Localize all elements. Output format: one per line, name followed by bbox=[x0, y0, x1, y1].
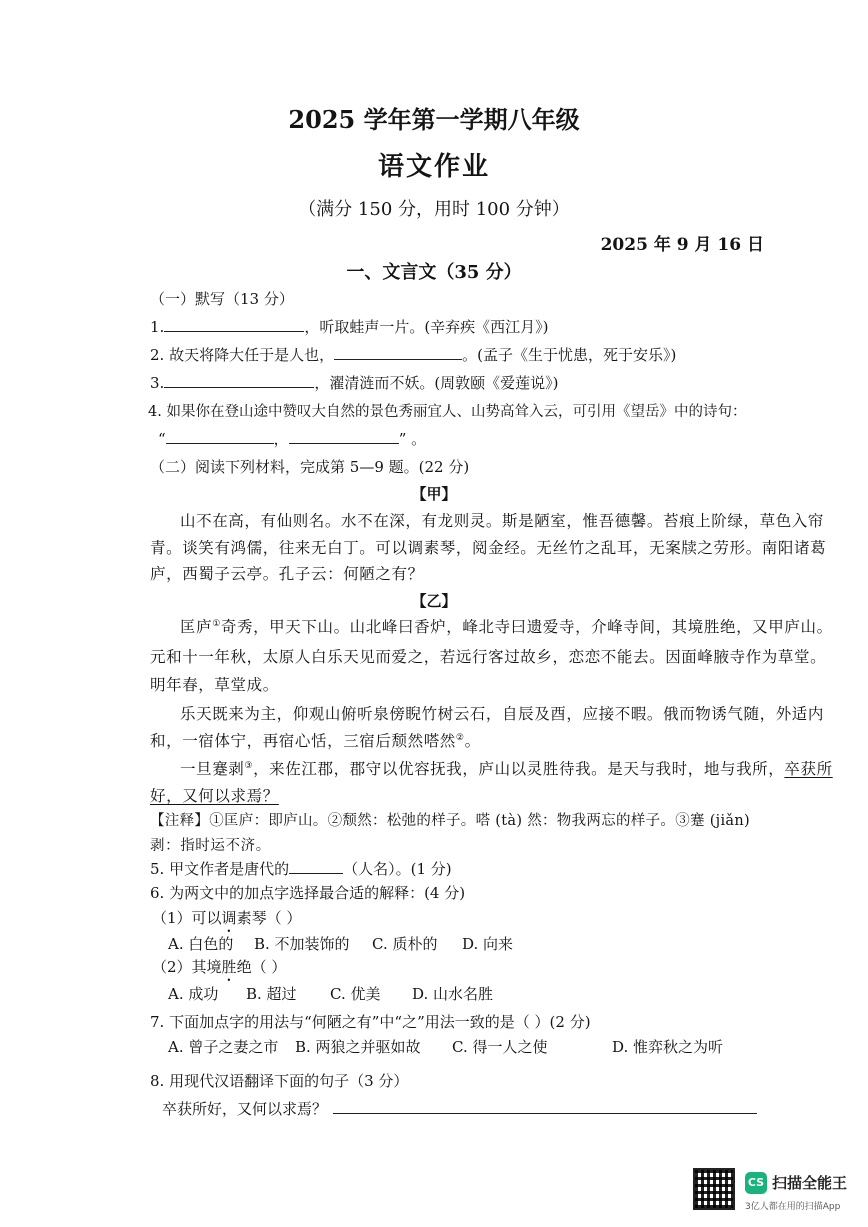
answer-blank[interactable] bbox=[289, 429, 399, 444]
answer-blank[interactable] bbox=[164, 317, 304, 332]
camscanner-logo-icon: CS bbox=[745, 1172, 767, 1194]
option-b[interactable]: B. 超过 bbox=[246, 985, 297, 1003]
passage-jia-line: 庐，西蜀子云亭。孔子云：何陋之有？ bbox=[150, 565, 424, 583]
question-8-sentence: 卒获所好，又何以求焉？ bbox=[162, 1098, 757, 1119]
option-a[interactable]: A. 成功 bbox=[168, 985, 219, 1003]
option-d[interactable]: D. 山水名胜 bbox=[412, 985, 494, 1003]
answer-blank[interactable] bbox=[164, 373, 314, 388]
option-c[interactable]: C. 优美 bbox=[330, 985, 381, 1003]
question-2: 2. 故天将降大任于是人也， 。(孟子《生于忧患，死于安乐》) bbox=[150, 346, 677, 364]
subject-title: 语文作业 bbox=[377, 152, 490, 182]
option-d[interactable]: D. 向来 bbox=[462, 935, 514, 953]
passage-jia-line: 青。谈笑有鸿儒，往来无白丁。可以调素琴，阅金经。无丝竹之乱耳，无案牍之劳形。南阳诸葛 bbox=[150, 539, 827, 557]
annotation-line: 剥：指时运不济。 bbox=[150, 838, 271, 854]
section-title: 一、文言文（35 分） bbox=[346, 262, 522, 283]
answer-line[interactable] bbox=[333, 1099, 757, 1114]
qr-code-icon bbox=[693, 1168, 735, 1210]
passage-yi-line: 和，一宿体宁，再宿心恬，三宿后颓然嗒然②。 bbox=[150, 732, 481, 750]
underlined-sentence: 卒获所 bbox=[784, 760, 833, 778]
part1-heading: （一）默写（13 分） bbox=[150, 290, 294, 308]
answer-blank[interactable] bbox=[166, 429, 274, 444]
option-a[interactable]: A. 曾子之妻之市 bbox=[168, 1038, 279, 1056]
question-7: 7. 下面加点字的用法与“何陋之有”中“之”用法一致的是（ ）(2 分) bbox=[150, 1013, 591, 1031]
answer-blank[interactable] bbox=[289, 859, 343, 874]
watermark-brand: 扫描全能王 bbox=[772, 1174, 848, 1192]
passage-jia-line: 山不在高，有仙则名。水不在深，有龙则灵。斯是陋室，惟吾德馨。苔痕上阶绿，草色入帘 bbox=[180, 512, 825, 530]
passage-yi-line: 元和十一年秋，太原人白乐天见而爱之，若远行客过故乡，恋恋不能去。因面峰腋寺作为草堂。 bbox=[150, 648, 827, 666]
option-c[interactable]: C. 质朴的 bbox=[372, 935, 438, 953]
passage-yi-line: 匡庐①奇秀，甲天下山。山北峰曰香炉，峰北寺曰遗爱寺，介峰寺间，其境胜绝，又甲庐山。 bbox=[180, 618, 833, 636]
date: 2025 年 9 月 16 日 bbox=[600, 235, 764, 255]
document-title: 2025 学年第一学期八年级 bbox=[288, 105, 580, 134]
question-5: 5. 甲文作者是唐代的 （人名）。(1 分) bbox=[150, 860, 452, 878]
answer-blank[interactable] bbox=[334, 345, 462, 360]
question-6-item-1: （1）可以调素琴（ ） bbox=[152, 909, 302, 927]
passage-yi-label: 【乙】 bbox=[411, 592, 457, 610]
part2-heading: （二）阅读下列材料，完成第 5—9 题。(22 分) bbox=[150, 458, 470, 476]
option-c[interactable]: C. 得一人之使 bbox=[452, 1038, 548, 1056]
annotation-line: 【注释】①匡庐：即庐山。②颓然：松弛的样子。嗒 (tà) 然：物我两忘的样子。③蹇 (jiǎn) bbox=[150, 813, 750, 829]
passage-jia-label: 【甲】 bbox=[411, 485, 457, 503]
question-4-answer: “ ， ” 。 bbox=[158, 430, 427, 448]
option-b[interactable]: B. 不加装饰的 bbox=[254, 935, 350, 953]
option-a[interactable]: A. 白色的 bbox=[168, 935, 234, 953]
question-1: 1. ，听取蛙声一片。(辛弃疾《西江月》) bbox=[150, 318, 549, 336]
question-4: 4. 如果你在登山途中赞叹大自然的景色秀丽宜人、山势高耸入云，可引用《望岳》中的诗句： bbox=[148, 404, 747, 420]
underlined-sentence: 好，又何以求焉？ bbox=[150, 787, 279, 805]
passage-yi-line: 明年春，草堂成。 bbox=[150, 676, 279, 694]
passage-yi-line: 一旦蹇剥③，来佐江郡，郡守以优容抚我，庐山以灵胜待我。是天与我时，地与我所，卒获所 bbox=[180, 760, 833, 778]
option-d[interactable]: D. 惟弈秋之为听 bbox=[612, 1038, 724, 1056]
option-b[interactable]: B. 两狼之并驱如故 bbox=[295, 1038, 421, 1056]
question-6-item-2: （2）其境胜绝（ ） bbox=[152, 958, 287, 976]
question-8: 8. 用现代汉语翻译下面的句子（3 分） bbox=[150, 1072, 409, 1090]
question-6: 6. 为两文中的加点字选择最合适的解释：(4 分) bbox=[150, 884, 466, 902]
question-3: 3. ，濯清涟而不妖。(周敦颐《爱莲说》) bbox=[150, 374, 559, 392]
passage-yi-line: 乐天既来为主，仰观山俯听泉傍睨竹树云石，自辰及酉，应接不暇。俄而物诱气随，外适内 bbox=[180, 705, 825, 723]
watermark-slogan: 3亿人都在用的扫描App bbox=[745, 1202, 841, 1212]
score-info: （满分 150 分，用时 100 分钟） bbox=[298, 199, 570, 220]
